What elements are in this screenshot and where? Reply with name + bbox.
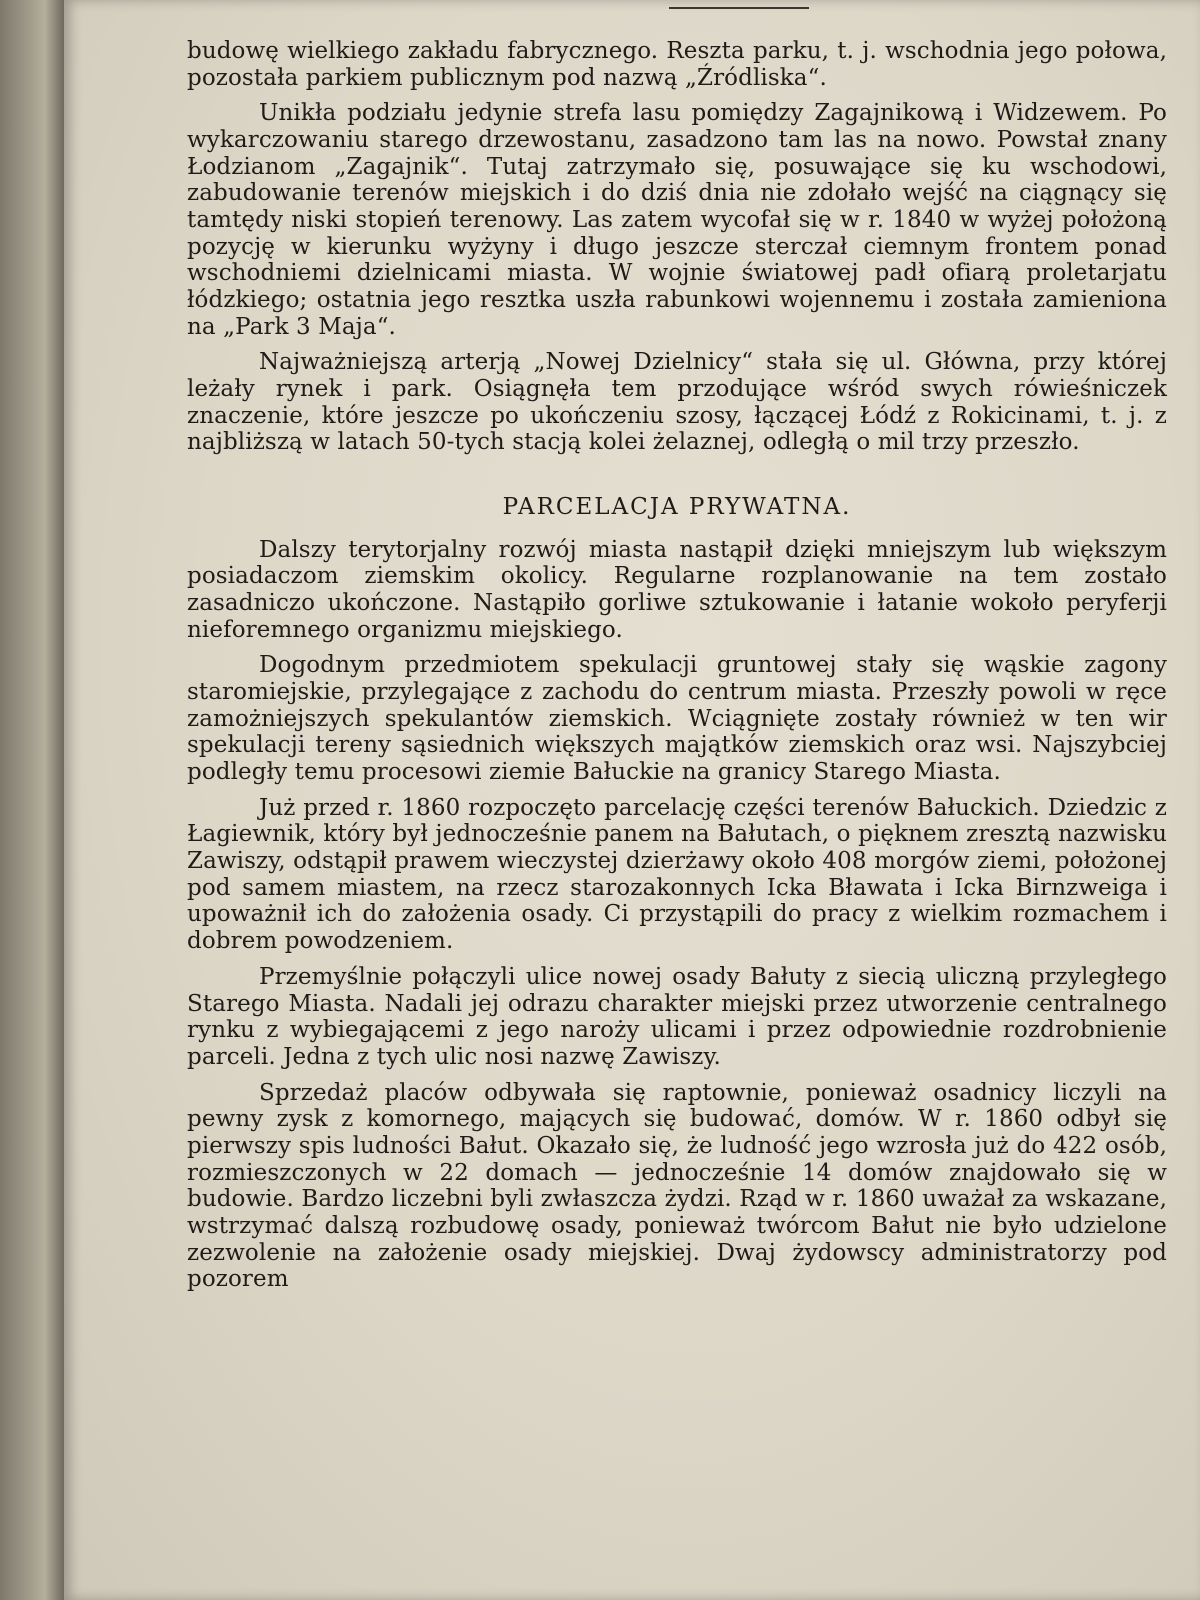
header-rule	[669, 7, 809, 9]
paragraph-parcelacja: Już przed r. 1860 rozpoczęto parcelację części terenów Bałuckich. Dziedzic z Łagiewnik, który był jednocześnie panem na Bałutach, o pięknem zresztą nazwisku Zawiszy, odstąpił prawem wieczystej dzierżawy około 408 morgów ziemi, położonej pod samem miastem, na rzecz starozakonnych Icka Bławata i Icka Birnzweiga i upoważnił ich do założenia osady. Ci przystąpili do pracy z wielkim rozmachem i dobrem powodzeniem.	[187, 794, 1167, 955]
paragraph-baluty-ulice: Przemyślnie połączyli ulice nowej osady Bałuty z siecią uliczną przyległego Starego Miasta. Nadali jej odrazu charakter miejski przez utworzenie centralnego rynku z wybiegającemi z jego naroży ulicami i przez odpowiednie rozdrobnienie parceli. Jedna z tych ulic nosi nazwę Zawiszy.	[187, 963, 1167, 1070]
paragraph-zagajnik: Unikła podziału jedynie strefa lasu pomiędzy Zagajnikową i Widzewem. Po wykarczowaniu starego drzewostanu, zasadzono tam las na nowo. Powstał znany Łodzianom „Zagajnik“. Tutaj zatrzymało się, posuwające się ku wschodowi, zabudowanie terenów miejskich i do dziś dnia nie zdołało wejść na ciągnący się tamtędy niski stopień terenowy. Las zatem wycofał się w r. 1840 w wyżej położoną pozycję w kierunku wyżyny i długo jeszcze sterczał ciemnym frontem ponad wschodniemi dzielnicami miasta. W wojnie światowej padł ofiarą proletarjatu łódzkiego; ostatnia jego resztka uszła rabunkowi wojennemu i została zamieniona na „Park 3 Maja“.	[187, 100, 1167, 340]
book-spine-edge	[0, 0, 64, 1600]
section-heading: PARCELACJA PRYWATNA.	[502, 494, 852, 521]
paragraph-spekulacja: Dogodnym przedmiotem spekulacji gruntowej stały się wąskie zagony staromiejskie, przylegające z zachodu do centrum miasta. Przeszły powoli w ręce zamożniejszych spekulantów ziemskich. Wciągnięte zostały również w ten wir spekulacji tereny sąsiednich większych majątków ziemskich oraz wsi. Najszybciej podległy temu procesowi ziemie Bałuckie na granicy Starego Miasta.	[187, 652, 1167, 786]
paragraph-sprzedaz: Sprzedaż placów odbywała się raptownie, ponieważ osadnicy liczyli na pewny zysk z komornego, mających się budować, domów. W r. 1860 odbył się pierwszy spis ludności Bałut. Okazało się, że ludność jego wzrosła już do 422 osób, rozmieszczonych w 22 domach — jednocześnie 14 domów znajdowało się w budowie. Bardzo liczebni byli zwłaszcza żydzi. Rząd w r. 1860 uważał za wskazane, wstrzymać dalszą rozbudowę osady, ponieważ twórcom Bałut nie było udzielone zezwolenie na założenie osady miejskiej. Dwaj żydowscy administratorzy pod pozorem	[187, 1079, 1167, 1293]
paragraph-glowna: Najważniejszą arterją „Nowej Dzielnicy“ stała się ul. Główna, przy której leżały rynek i park. Osiągnęła tem przodujące wśród swych rówieśniczek znaczenie, które jeszcze po ukończeniu szosy, łączącej Łódź z Rokicinami, t. j. z najbliższą w latach 50-tych stacją kolei żelaznej, odległą o mil trzy przeszło.	[187, 349, 1167, 456]
paragraph-continued: budowę wielkiego zakładu fabrycznego. Reszta parku, t. j. wschodnia jego połowa, pozostała parkiem publicznym pod nazwą „Źródliska“.	[187, 38, 1167, 91]
paragraph-rozwoj: Dalszy terytorjalny rozwój miasta nastąpił dzięki mniejszym lub większym posiadaczom ziemskim okolicy. Regularne rozplanowanie na tem zostało zasadniczo ukończone. Nastąpiło gorliwe sztukowanie i łatanie wokoło peryferji nieforemnego organizmu miejskiego.	[187, 536, 1167, 643]
page-text	[187, 38, 1167, 1302]
